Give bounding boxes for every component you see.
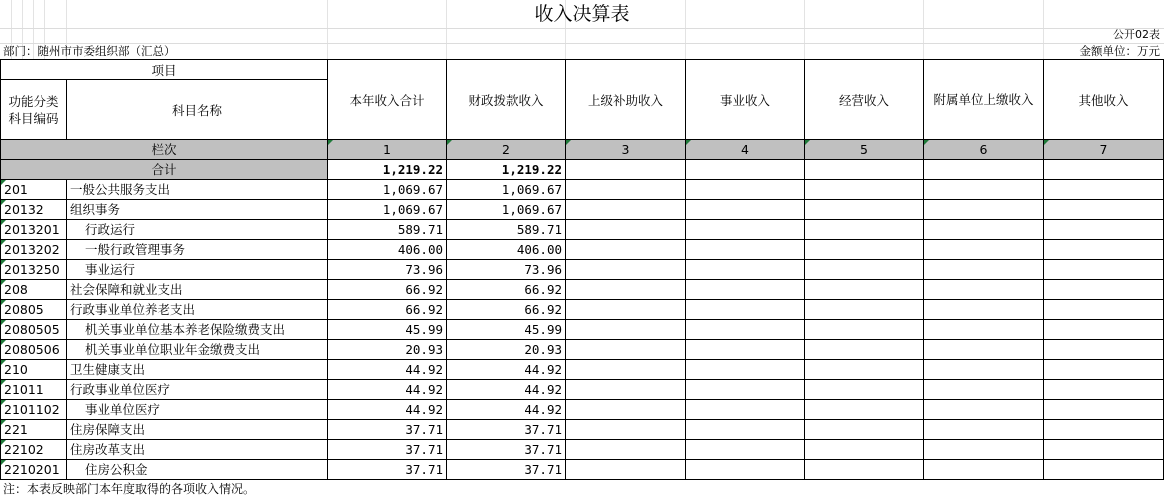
subject-name-cell: 事业运行	[67, 260, 328, 280]
subject-name-cell: 住房保障支出	[67, 420, 328, 440]
amount-cell: 66.92	[328, 280, 447, 300]
total-value	[805, 160, 924, 180]
func-code-cell: 2013250	[1, 260, 67, 280]
func-code-cell: 2013201	[1, 220, 67, 240]
col-number-3: 3	[566, 140, 686, 160]
func-code-cell: 208	[1, 280, 67, 300]
table-row	[1, 280, 1164, 300]
func-code-cell: 210	[1, 360, 67, 380]
col-number-6: 6	[924, 140, 1044, 160]
amount-cell: 589.71	[328, 220, 447, 240]
amount-cell	[566, 340, 686, 360]
amount-cell	[686, 200, 805, 220]
amount-cell: 44.92	[328, 360, 447, 380]
amount-cell	[924, 300, 1044, 320]
amount-cell	[924, 440, 1044, 460]
amount-cell: 73.96	[328, 260, 447, 280]
amount-cell	[805, 260, 924, 280]
amount-cell	[686, 340, 805, 360]
income-table	[0, 59, 1164, 480]
header-col-4: 事业收入	[686, 60, 805, 140]
amount-cell	[566, 180, 686, 200]
amount-cell	[1044, 320, 1164, 340]
amount-cell: 37.71	[447, 440, 566, 460]
amount-cell	[1044, 420, 1164, 440]
amount-cell: 1,069.67	[328, 200, 447, 220]
amount-cell	[924, 320, 1044, 340]
table-row	[1, 340, 1164, 360]
subject-name-cell: 机关事业单位基本养老保险缴费支出	[67, 320, 328, 340]
subject-name-cell: 机关事业单位职业年金缴费支出	[67, 340, 328, 360]
amount-cell	[566, 360, 686, 380]
amount-cell	[1044, 260, 1164, 280]
header-col-6: 附属单位上缴收入	[924, 60, 1044, 140]
subject-name-cell: 卫生健康支出	[67, 360, 328, 380]
subject-name-cell: 一般公共服务支出	[67, 180, 328, 200]
amount-cell	[924, 200, 1044, 220]
table-row	[1, 380, 1164, 400]
amount-cell	[686, 460, 805, 480]
amount-cell	[1044, 440, 1164, 460]
amount-cell: 406.00	[328, 240, 447, 260]
amount-cell	[924, 460, 1044, 480]
amount-cell	[1044, 240, 1164, 260]
amount-cell: 66.92	[447, 280, 566, 300]
amount-cell	[805, 360, 924, 380]
func-code-cell: 2013202	[1, 240, 67, 260]
col-number-2: 2	[447, 140, 566, 160]
amount-cell	[686, 360, 805, 380]
amount-cell: 1,069.67	[447, 200, 566, 220]
amount-cell: 1,069.67	[447, 180, 566, 200]
total-row	[1, 160, 1164, 180]
subject-name-cell: 行政事业单位养老支出	[67, 300, 328, 320]
amount-cell	[924, 280, 1044, 300]
amount-cell	[805, 420, 924, 440]
func-code-cell: 2080506	[1, 340, 67, 360]
department-label: 部门：随州市市委组织部（汇总）	[3, 44, 176, 58]
amount-cell	[686, 400, 805, 420]
amount-cell	[805, 440, 924, 460]
amount-cell	[686, 260, 805, 280]
amount-cell	[1044, 300, 1164, 320]
amount-cell	[924, 260, 1044, 280]
amount-cell	[1044, 360, 1164, 380]
amount-cell	[686, 300, 805, 320]
amount-cell	[924, 340, 1044, 360]
amount-cell	[686, 380, 805, 400]
header-col-1: 本年收入合计	[328, 60, 447, 140]
total-value: 1,219.22	[447, 160, 566, 180]
header-col-2: 财政拨款收入	[447, 60, 566, 140]
subject-name-cell: 事业单位医疗	[67, 400, 328, 420]
total-label: 合计	[1, 160, 328, 180]
header-func-code: 功能分类 科目编码	[1, 80, 67, 140]
subject-name-cell: 住房改革支出	[67, 440, 328, 460]
amount-cell: 20.93	[447, 340, 566, 360]
col-number-7: 7	[1044, 140, 1164, 160]
table-row	[1, 180, 1164, 200]
func-code-cell: 21011	[1, 380, 67, 400]
table-row	[1, 200, 1164, 220]
amount-cell: 20.93	[328, 340, 447, 360]
amount-cell	[566, 280, 686, 300]
amount-cell	[805, 200, 924, 220]
amount-cell	[566, 440, 686, 460]
table-row	[1, 220, 1164, 240]
amount-cell	[686, 220, 805, 240]
amount-cell	[1044, 400, 1164, 420]
table-row	[1, 240, 1164, 260]
amount-cell	[566, 300, 686, 320]
table-row	[1, 320, 1164, 340]
amount-cell: 44.92	[447, 360, 566, 380]
total-value	[1044, 160, 1164, 180]
table-row	[1, 300, 1164, 320]
subject-name-cell: 行政运行	[67, 220, 328, 240]
amount-cell: 44.92	[328, 380, 447, 400]
header-subject-name: 科目名称	[67, 80, 328, 140]
amount-cell	[1044, 200, 1164, 220]
amount-cell	[924, 400, 1044, 420]
footnote: 注：本表反映部门本年度取得的各项收入情况。	[3, 482, 256, 496]
amount-cell: 406.00	[447, 240, 566, 260]
amount-cell	[805, 180, 924, 200]
amount-cell	[805, 220, 924, 240]
amount-cell	[805, 340, 924, 360]
amount-cell: 45.99	[447, 320, 566, 340]
subject-name-cell: 社会保障和就业支出	[67, 280, 328, 300]
amount-cell: 44.92	[328, 400, 447, 420]
amount-cell	[805, 300, 924, 320]
table-row	[1, 360, 1164, 380]
amount-cell: 66.92	[328, 300, 447, 320]
amount-cell	[686, 280, 805, 300]
func-code-cell: 201	[1, 180, 67, 200]
amount-cell: 37.71	[447, 420, 566, 440]
table-row	[1, 440, 1164, 460]
amount-cell	[686, 240, 805, 260]
amount-cell	[924, 220, 1044, 240]
total-value: 1,219.22	[328, 160, 447, 180]
amount-cell	[566, 260, 686, 280]
total-value	[924, 160, 1044, 180]
amount-cell	[805, 380, 924, 400]
unit-label: 金额单位：万元	[1079, 44, 1160, 58]
report-title: 收入决算表	[534, 3, 630, 25]
amount-cell: 44.92	[447, 380, 566, 400]
amount-cell	[686, 180, 805, 200]
amount-cell: 37.71	[328, 440, 447, 460]
amount-cell	[924, 240, 1044, 260]
func-code-cell: 20805	[1, 300, 67, 320]
amount-cell	[686, 320, 805, 340]
amount-cell	[805, 460, 924, 480]
table-row	[1, 420, 1164, 440]
amount-cell	[686, 420, 805, 440]
amount-cell	[566, 240, 686, 260]
header-col-7: 其他收入	[1044, 60, 1164, 140]
amount-cell	[566, 380, 686, 400]
amount-cell	[805, 240, 924, 260]
amount-cell	[1044, 180, 1164, 200]
amount-cell: 37.71	[447, 460, 566, 480]
amount-cell	[805, 320, 924, 340]
amount-cell	[924, 360, 1044, 380]
amount-cell	[1044, 280, 1164, 300]
amount-cell	[924, 380, 1044, 400]
col-number-4: 4	[686, 140, 805, 160]
total-value	[686, 160, 805, 180]
amount-cell	[924, 180, 1044, 200]
row-number-label: 栏次	[1, 140, 328, 160]
header-col-5: 经营收入	[805, 60, 924, 140]
amount-cell	[566, 420, 686, 440]
func-code-cell: 221	[1, 420, 67, 440]
func-code-cell: 20132	[1, 200, 67, 220]
col-number-5: 5	[805, 140, 924, 160]
subject-name-cell: 住房公积金	[67, 460, 328, 480]
amount-cell: 44.92	[447, 400, 566, 420]
amount-cell	[566, 320, 686, 340]
amount-cell	[924, 420, 1044, 440]
amount-cell	[566, 200, 686, 220]
form-code: 公开02表	[1113, 28, 1160, 41]
amount-cell	[1044, 460, 1164, 480]
table-row	[1, 400, 1164, 420]
subject-name-cell: 组织事务	[67, 200, 328, 220]
table-row	[1, 260, 1164, 280]
amount-cell	[805, 280, 924, 300]
amount-cell	[1044, 220, 1164, 240]
amount-cell	[686, 440, 805, 460]
amount-cell	[805, 400, 924, 420]
table-row	[1, 460, 1164, 480]
amount-cell: 66.92	[447, 300, 566, 320]
amount-cell: 73.96	[447, 260, 566, 280]
subject-name-cell: 一般行政管理事务	[67, 240, 328, 260]
amount-cell	[566, 400, 686, 420]
amount-cell	[1044, 340, 1164, 360]
amount-cell	[1044, 380, 1164, 400]
total-value	[566, 160, 686, 180]
amount-cell: 589.71	[447, 220, 566, 240]
func-code-cell: 2210201	[1, 460, 67, 480]
subject-name-cell: 行政事业单位医疗	[67, 380, 328, 400]
amount-cell	[566, 220, 686, 240]
amount-cell: 1,069.67	[328, 180, 447, 200]
header-col-3: 上级补助收入	[566, 60, 686, 140]
func-code-cell: 2080505	[1, 320, 67, 340]
amount-cell: 37.71	[328, 460, 447, 480]
func-code-cell: 22102	[1, 440, 67, 460]
amount-cell	[566, 460, 686, 480]
amount-cell: 45.99	[328, 320, 447, 340]
col-number-1: 1	[328, 140, 447, 160]
func-code-cell: 2101102	[1, 400, 67, 420]
header-item: 项目	[1, 60, 328, 80]
amount-cell: 37.71	[328, 420, 447, 440]
